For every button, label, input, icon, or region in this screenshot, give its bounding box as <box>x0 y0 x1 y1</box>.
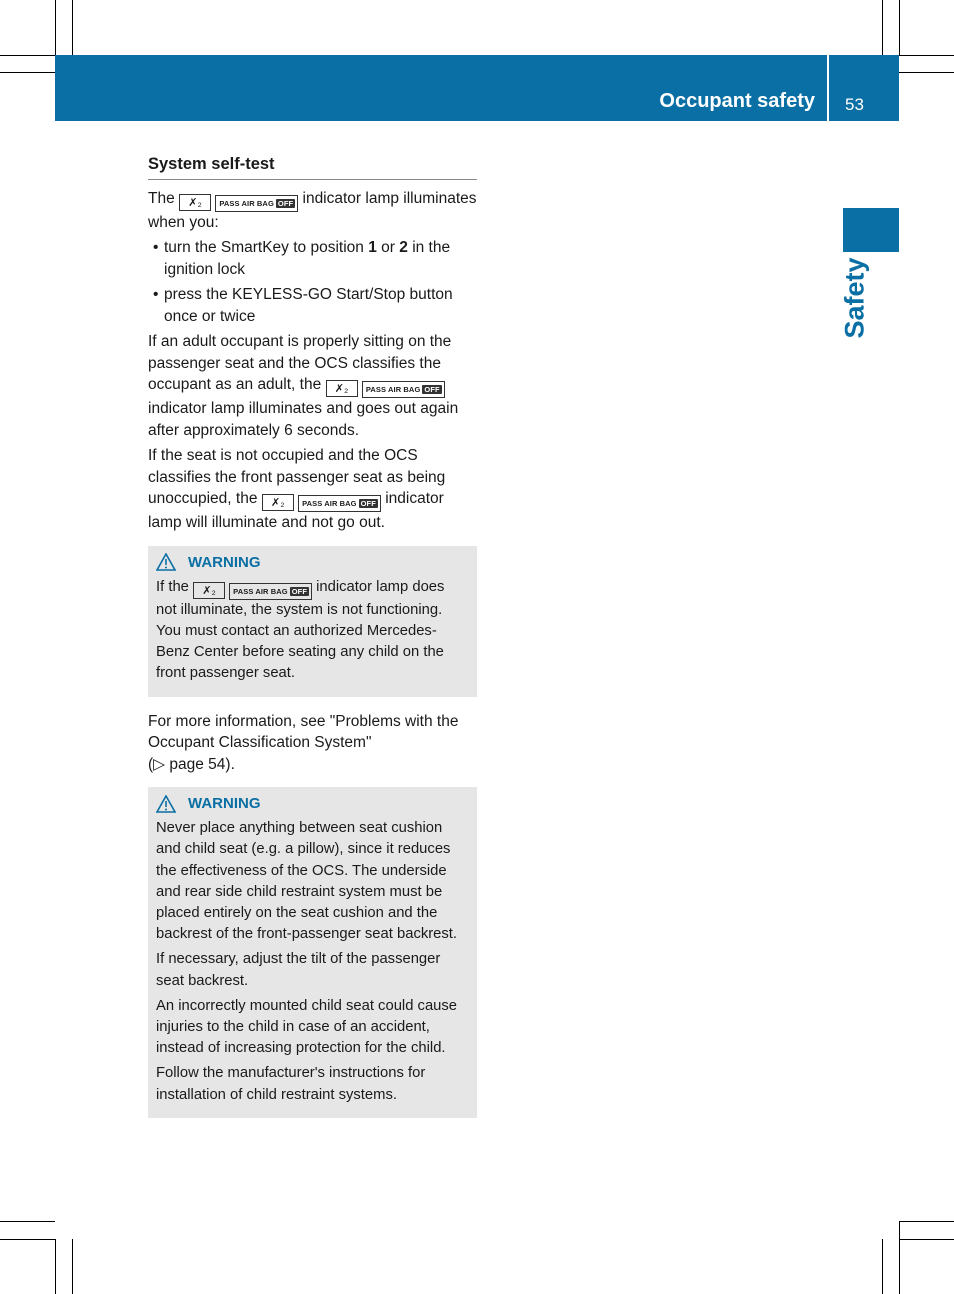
warning-title: WARNING <box>188 553 261 571</box>
child-seat-icon: ✗₂ <box>193 582 225 599</box>
crop-mark <box>72 1239 73 1294</box>
child-seat-icon: ✗₂ <box>179 194 211 211</box>
page-number: 53 <box>845 95 864 114</box>
adult-paragraph: If an adult occupant is properly sitting on the passenger seat and the OCS classifies the occupant as an adult, the ✗₂ PASS AIR BAG OFF indicator lamp illuminates and goes out again after approximately 6 seconds. <box>148 333 459 439</box>
section-title: Occupant safety <box>659 90 815 112</box>
crop-mark <box>0 1221 55 1222</box>
crop-mark <box>899 0 900 55</box>
crop-mark <box>899 55 954 56</box>
side-tab-label: Safety <box>839 257 870 339</box>
warning-triangle-icon <box>156 553 176 571</box>
warning-text: Follow the manufacturer's instructions for installation of child restraint systems. <box>156 1065 426 1103</box>
warning-text: An incorrectly mounted child seat could cause injuries to the child in case of an accident, instead of increasing protection for the child. <box>156 997 458 1057</box>
crop-mark <box>55 0 56 55</box>
crop-mark <box>0 72 55 73</box>
crop-mark <box>899 72 954 73</box>
crop-mark <box>55 1239 56 1294</box>
warning-header <box>156 552 469 573</box>
child-seat-icon: ✗₂ <box>326 380 358 397</box>
content-column <box>148 150 477 1132</box>
crop-mark <box>882 1239 883 1294</box>
warning-box <box>148 546 477 697</box>
page-reference-link[interactable]: (▷ page 54). <box>148 755 235 773</box>
warning-box <box>148 787 477 1118</box>
warning-header <box>156 793 469 814</box>
crop-mark <box>0 55 55 56</box>
crop-mark <box>899 1221 900 1294</box>
header-divider <box>827 55 829 121</box>
bullet-list <box>148 237 477 327</box>
pass-air-bag-off-icon: PASS AIR BAG OFF <box>229 583 312 600</box>
section-heading: System self-test <box>148 150 477 180</box>
child-seat-icon: ✗₂ <box>262 494 294 511</box>
crop-mark <box>899 1221 954 1222</box>
intro-paragraph: The ✗₂ PASS AIR BAG OFF indicator lamp illuminates when you: <box>148 189 477 231</box>
warning-title: WARNING <box>188 795 261 813</box>
warning-text: Never place anything between seat cushion and child seat (e.g. a pillow), since it reduces the effectiveness of the OCS. The underside and rear side child restraint system must be placed entirely on the seat cushion and the backrest of the front-passenger seat backrest. <box>156 820 458 943</box>
list-item: • turn the SmartKey to position 1 or 2 in the ignition lock <box>148 237 477 280</box>
crop-mark <box>899 1239 954 1240</box>
side-tab-marker <box>843 208 899 252</box>
pass-air-bag-off-icon: PASS AIR BAG OFF <box>215 195 298 212</box>
crop-mark <box>0 1239 55 1240</box>
pass-air-bag-off-icon: PASS AIR BAG OFF <box>298 495 381 512</box>
unoccupied-paragraph: If the seat is not occupied and the OCS classifies the front passenger seat as being unoccupied, the ✗₂ PASS AIR BAG OFF indicator lamp will illuminate and not go out. <box>148 447 446 531</box>
warning-text: If the ✗₂ PASS AIR BAG OFF indicator lamp does not illuminate, the system is not functioning. You must contact an authorized Mercedes-Benz Center before seating any child on the front passenger seat. <box>156 578 445 682</box>
pass-air-bag-off-icon: PASS AIR BAG OFF <box>362 381 445 398</box>
list-item: • press the KEYLESS-GO Start/Stop button once or twice <box>148 284 477 327</box>
more-info-paragraph: For more information, see "Problems with the Occupant Classification System" (▷ page 54). <box>148 712 459 773</box>
crop-mark <box>72 0 73 55</box>
warning-triangle-icon <box>156 795 176 813</box>
header-band <box>55 55 899 121</box>
crop-mark <box>882 0 883 55</box>
warning-text: If necessary, adjust the tilt of the passenger seat backrest. <box>156 951 441 989</box>
